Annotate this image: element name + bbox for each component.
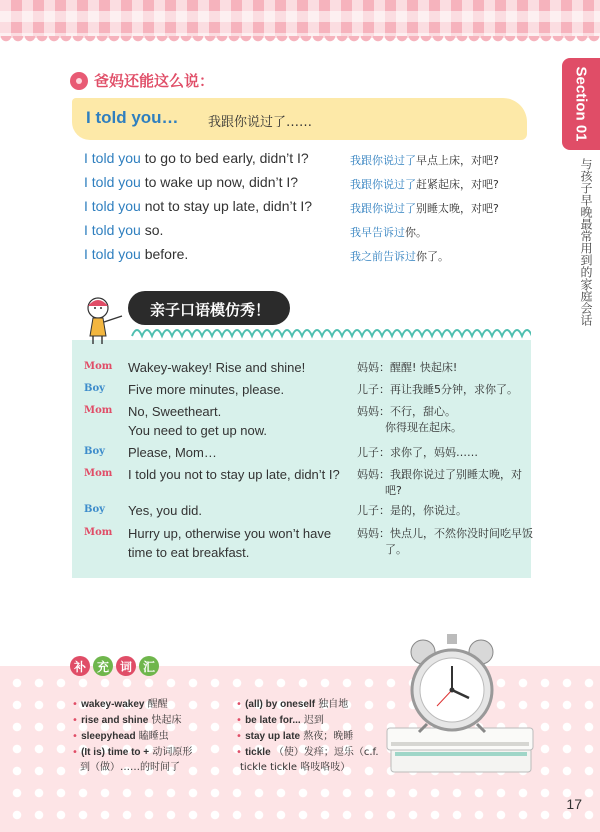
vocab-item: • stay up late 熬夜；晚睡 [236,731,354,742]
decorative-loop-line [72,322,531,342]
vocab-item: • rise and shine 快起床 [72,715,182,726]
vocab-item: • (all) by oneself 独自地 [236,699,349,710]
phrase-cn: 我之前告诉过你了。 [350,250,449,263]
dialog-line-en: Please, Mom… [128,445,217,460]
speaker-label: Boy [84,504,105,515]
vocab-item: • be late for... 迟到 [236,715,324,726]
phrase-cn: 我早告诉过你。 [350,226,427,239]
speaker-label: Boy [84,446,105,457]
vocab-title [70,656,159,676]
dialog-line-cn: 妈妈：快点儿，不然你没时间吃早饭 [357,527,533,540]
dialog-line-en: I told you not to stay up late, didn’t I? [128,467,340,482]
dialog-line-en: Hurry up, otherwise you won’t have [128,526,332,541]
phrase-cn: 我跟你说过了早点上床，对吧? [350,154,499,167]
vocab-title-char: 补 [70,656,90,676]
section-caption: 与孩子早晚最常用到的家庭会话 [579,158,593,326]
dialog-line-cn: 妈妈：我跟你说过了别睡太晚，对 [357,468,522,481]
dialog-line-cn: 你得现在起床。 [385,421,462,434]
alarm-clock-icon [383,630,543,780]
phrase-en: I told you not to stay up late, didn’t I? [84,198,313,214]
dialog-title: 亲子口语模仿秀！ [150,301,271,319]
dialog-line-cn: 吧? [385,484,402,497]
section-label: Section 01 [572,66,590,142]
speaker-label: Mom [84,361,113,372]
dialog-line-en: time to eat breakfast. [128,545,250,560]
dialog-line-en: No, Sweetheart. [128,404,222,419]
flower-icon [70,72,88,90]
dialog-line-cn: 儿子：求你了，妈妈…… [357,446,478,459]
dialog-line-en: Five more minutes, please. [128,382,285,397]
dialog-line-en: Wakey-wakey! Rise and shine! [128,360,306,375]
tips-title: 爸妈还能这么说： [94,72,215,90]
dialog-line-cn: 儿子：再让我睡5分钟，求你了。 [357,383,518,396]
speaker-label: Mom [84,405,113,416]
page-number: 17 [566,796,582,812]
vocab-item-extra: tickle tickle 咯吱咯吱） [240,762,351,773]
key-phrase-cn: 我跟你说过了…… [208,115,313,130]
girl-character-icon [78,294,128,346]
phrase-en: I told you to go to bed early, didn’t I? [84,150,309,166]
dialog-line-cn: 妈妈：不行，甜心。 [357,405,456,418]
phrase-en: I told you to wake up now, didn’t I? [84,174,299,190]
section-tab [562,58,600,150]
vocab-item: • (It is) time to + 动词原形 [72,747,193,758]
phrase-en: I told you before. [84,246,189,262]
speaker-label: Boy [84,383,105,394]
speaker-label: Mom [84,527,113,538]
dialog-line-cn: 儿子：是的，你说过。 [357,504,467,517]
vocab-item: • sleepyhead 瞌睡虫 [72,731,169,742]
vocab-item: • tickle （使）发痒；逗乐（c.f. [236,747,379,758]
phrase-cn: 我跟你说过了别睡太晚，对吧? [350,202,499,215]
vocab-title-char: 汇 [139,656,159,676]
dialog-line-cn: 了。 [385,543,407,556]
vocab-item: • wakey-wakey 醒醒 [72,699,168,710]
decorative-gingham-band [0,0,600,38]
dialog-line-cn: 妈妈：醒醒! 快起床! [357,361,458,374]
phrase-cn: 我跟你说过了赶紧起床，对吧? [350,178,499,191]
vocab-item-extra: 到（做）……的时间了 [80,762,180,773]
dialog-line-en: You need to get up now. [128,423,268,438]
tips-header [70,70,214,91]
speaker-label: Mom [84,468,113,479]
vocab-title-char: 充 [93,656,113,676]
key-phrase-en: I told you… [86,108,179,127]
phrase-en: I told you so. [84,222,164,238]
vocab-title-char: 词 [116,656,136,676]
dialog-line-en: Yes, you did. [128,503,202,518]
